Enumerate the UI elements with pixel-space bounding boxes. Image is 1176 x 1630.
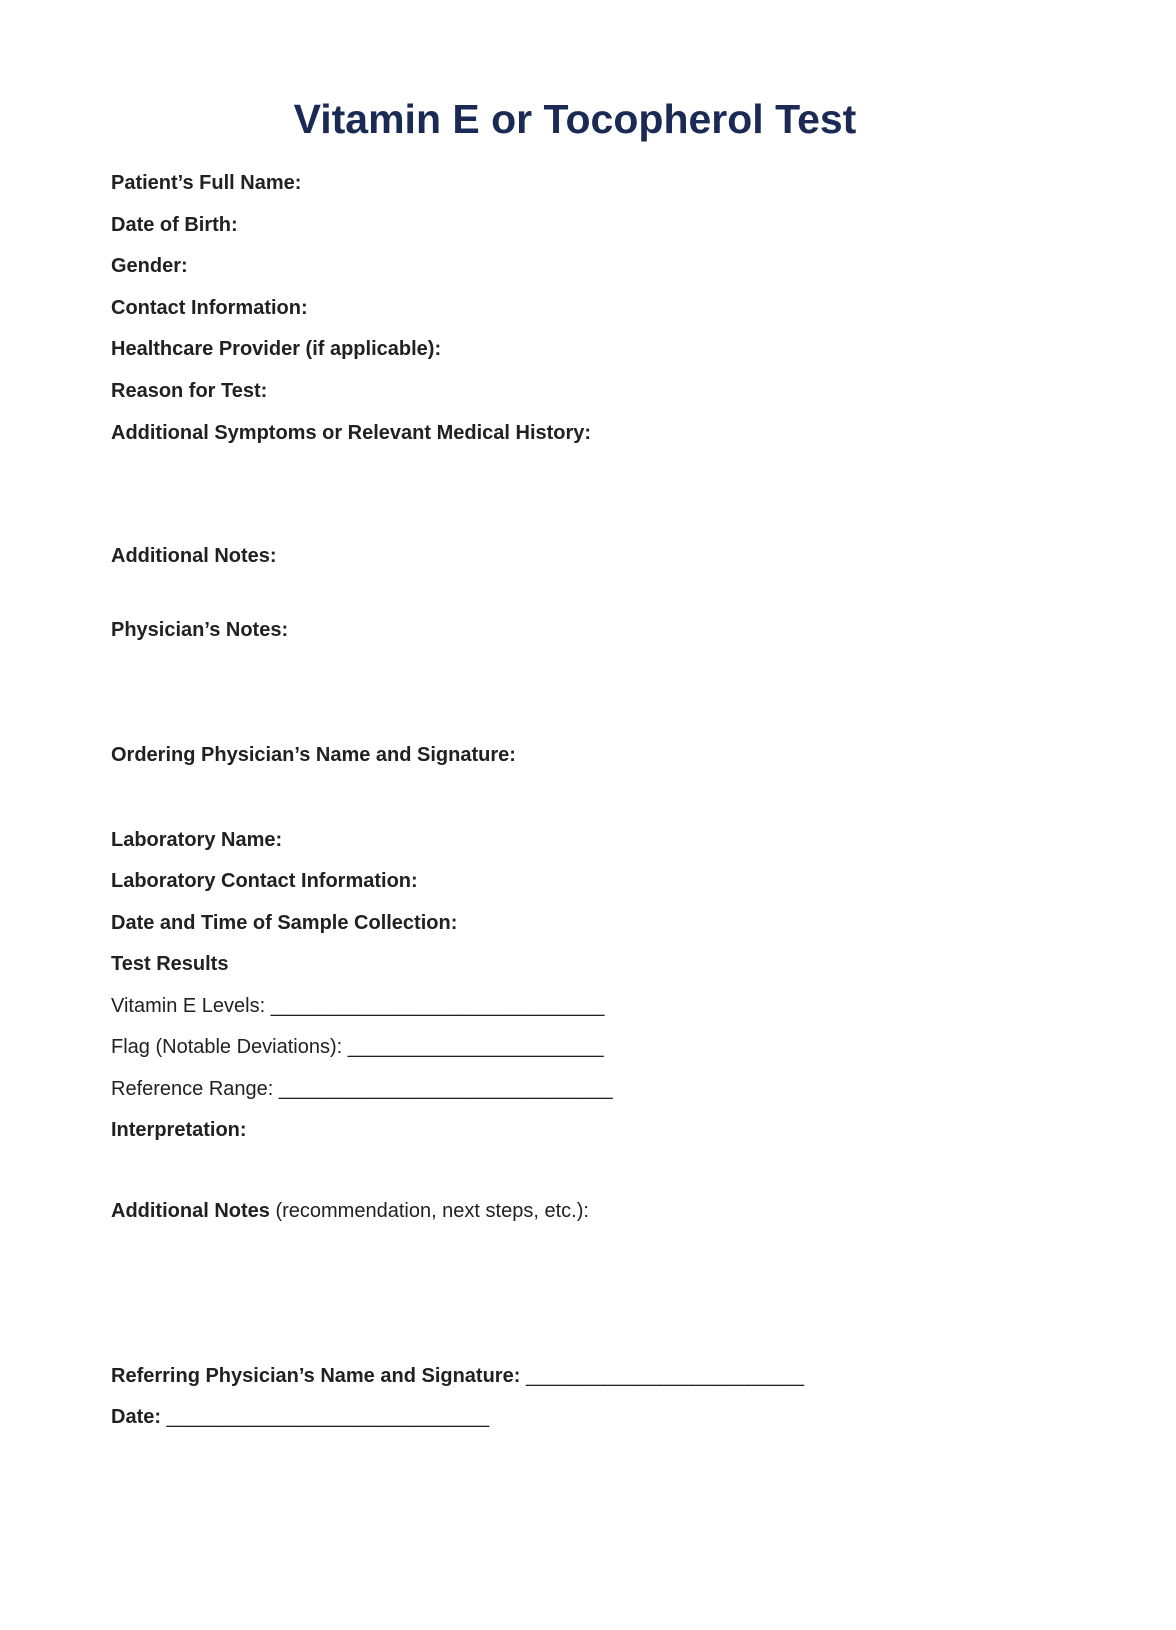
field-text: Flag (Notable Deviations):	[111, 1036, 348, 1058]
field-laboratory-contact-information	[111, 868, 1116, 894]
field-label: Additional Notes:	[111, 545, 277, 567]
field-contact-information	[111, 295, 1116, 321]
field-label: Laboratory Name:	[111, 829, 283, 851]
blank-line: _____________________________	[166, 1406, 490, 1428]
field-label: Interpretation:	[111, 1119, 247, 1141]
field-label: Date of Birth:	[111, 214, 238, 236]
field-patients-full-name	[111, 170, 1116, 196]
field-label: Patient’s Full Name:	[111, 172, 302, 194]
field-text: Vitamin E Levels:	[111, 995, 271, 1017]
field-label: Reason for Test:	[111, 380, 268, 402]
field-label: Date and Time of Sample Collection:	[111, 912, 458, 934]
field-label: Additional Notes	[111, 1200, 270, 1222]
blank-line: _________________________	[525, 1365, 805, 1387]
field-additional-notes-recommendations	[111, 1198, 1116, 1224]
field-referring-physician	[111, 1363, 1116, 1389]
document-title: Vitamin E or Tocopherol Test	[293, 96, 857, 142]
field-reference-range	[111, 1076, 1116, 1102]
field-healthcare-provider	[111, 336, 1116, 362]
field-date-of-birth	[111, 212, 1116, 238]
field-laboratory-name	[111, 827, 1116, 853]
field-date	[111, 1404, 1116, 1430]
field-physicians-notes	[111, 617, 1116, 643]
field-text: (recommendation, next steps, etc.):	[269, 1200, 589, 1222]
field-text: Reference Range:	[111, 1078, 279, 1100]
field-label: Ordering Physician’s Name and Signature:	[111, 744, 516, 766]
field-label: Physician’s Notes:	[111, 619, 289, 641]
field-label: Contact Information:	[111, 297, 308, 319]
blank-line: _______________________	[347, 1036, 604, 1058]
field-label: Healthcare Provider (if applicable):	[111, 338, 442, 360]
field-label: Additional Symptoms or Relevant Medical History:	[111, 422, 592, 444]
field-label: Laboratory Contact Information:	[111, 870, 418, 892]
field-additional-notes	[111, 543, 1116, 569]
field-ordering-physician	[111, 742, 1116, 768]
blank-line: ______________________________	[278, 1078, 613, 1100]
field-label: Referring Physician’s Name and Signature:	[111, 1365, 526, 1387]
blank-line: ______________________________	[270, 995, 605, 1017]
section-label: Test Results	[111, 953, 229, 975]
field-gender	[111, 253, 1116, 279]
field-flag-notable-deviations	[111, 1034, 1116, 1060]
field-reason-for-test	[111, 378, 1116, 404]
field-date-time-sample-collection	[111, 910, 1116, 936]
field-label: Gender:	[111, 255, 188, 277]
field-interpretation	[111, 1117, 1116, 1143]
field-additional-symptoms	[111, 420, 1116, 446]
field-vitamin-e-levels	[111, 993, 1116, 1019]
field-label: Date:	[111, 1406, 167, 1428]
section-test-results	[111, 951, 1116, 977]
